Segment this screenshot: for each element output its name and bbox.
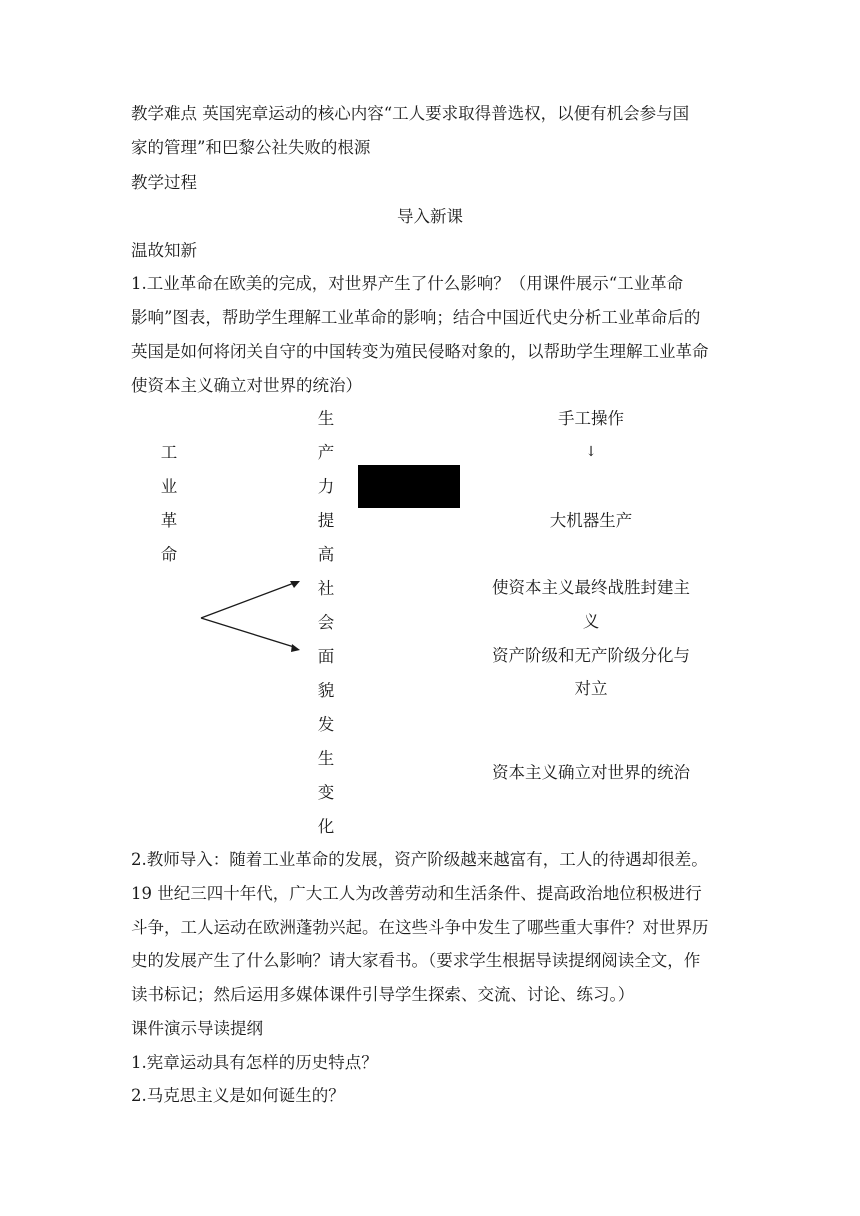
- middle-label-char: 力: [317, 477, 335, 496]
- left-label-char: 革: [160, 511, 178, 530]
- effect-2-line-1: 资产阶级和无产阶级分化与: [492, 646, 690, 665]
- difficulty-line-2: 家的管理”和巴黎公社失败的根源: [131, 138, 371, 157]
- left-label-char: 命: [160, 545, 178, 564]
- down-arrow-icon: ↓: [585, 444, 597, 460]
- q2-line-5: 读书标记；然后运用多媒体课件引导学生探索、交流、讨论、练习。）: [131, 985, 635, 1004]
- middle-label-char: 提: [317, 511, 335, 530]
- middle-label-char: 社: [317, 579, 335, 598]
- outline-item-1: 1.宪章运动具有怎样的历史特点？: [131, 1053, 378, 1072]
- middle-label-char: 貌: [317, 681, 335, 700]
- middle-label-char: 化: [317, 817, 335, 836]
- effect-1-line-2: 义: [582, 612, 600, 631]
- intro-heading: 导入新课: [397, 207, 463, 226]
- q2-line-4: 史的发展产生了什么影响？请大家看书。（要求学生根据导读提纲阅读全文，作: [131, 951, 701, 970]
- q1-line-3: 英国是如何将闭关自守的中国转变为殖民侵略对象的，以帮助学生理解工业革命: [131, 342, 709, 361]
- q1-line-4: 使资本主义确立对世界的统治）: [131, 376, 362, 395]
- middle-label-char: 产: [317, 443, 335, 462]
- effect-3-label: 资本主义确立对世界的统治: [492, 763, 690, 782]
- middle-label-char: 变: [317, 783, 335, 802]
- effect-1-line-1: 使资本主义最终战胜封建主: [492, 578, 690, 597]
- outline-item-2: 2.马克思主义是如何诞生的？: [131, 1086, 345, 1105]
- middle-label-char: 会: [317, 613, 335, 632]
- q1-line-1: 1.工业革命在欧美的完成，对世界产生了什么影响？（用课件展示“工业革命: [131, 274, 684, 293]
- left-label-char: 业: [160, 477, 178, 496]
- machine-production-label: 大机器生产: [549, 511, 633, 530]
- process-heading: 教学过程: [131, 173, 197, 192]
- q2-line-2: 19 世纪三四十年代，广大工人为改善劳动和生活条件、提高政治地位积极进行: [131, 884, 702, 903]
- q2-line-1: 2.教师导入：随着工业革命的发展，资产阶级越来越富有，工人的待遇却很差。: [131, 850, 708, 869]
- effect-2-line-2: 对立: [574, 679, 608, 698]
- left-label-char: 工: [160, 443, 178, 462]
- middle-label-char: 高: [317, 545, 335, 564]
- q2-line-3: 斗争，工人运动在欧洲蓬勃兴起。在这些斗争中发生了哪些重大事件？对世界历: [131, 918, 709, 937]
- outline-heading: 课件演示导读提纲: [131, 1019, 263, 1038]
- middle-label-char: 生: [317, 749, 335, 768]
- middle-label-char: 发: [317, 715, 335, 734]
- q1-line-2: 影响”图表，帮助学生理解工业革命的影响；结合中国近代史分析工业革命后的: [131, 308, 701, 327]
- manual-work-label: 手工操作: [558, 409, 624, 428]
- middle-label-char: 面: [317, 647, 335, 666]
- difficulty-line-1: 教学难点 英国宪章运动的核心内容“工人要求取得普选权，以便有机会参与国: [131, 104, 690, 123]
- middle-label-char: 生: [317, 409, 335, 428]
- review-heading: 温故知新: [131, 241, 197, 260]
